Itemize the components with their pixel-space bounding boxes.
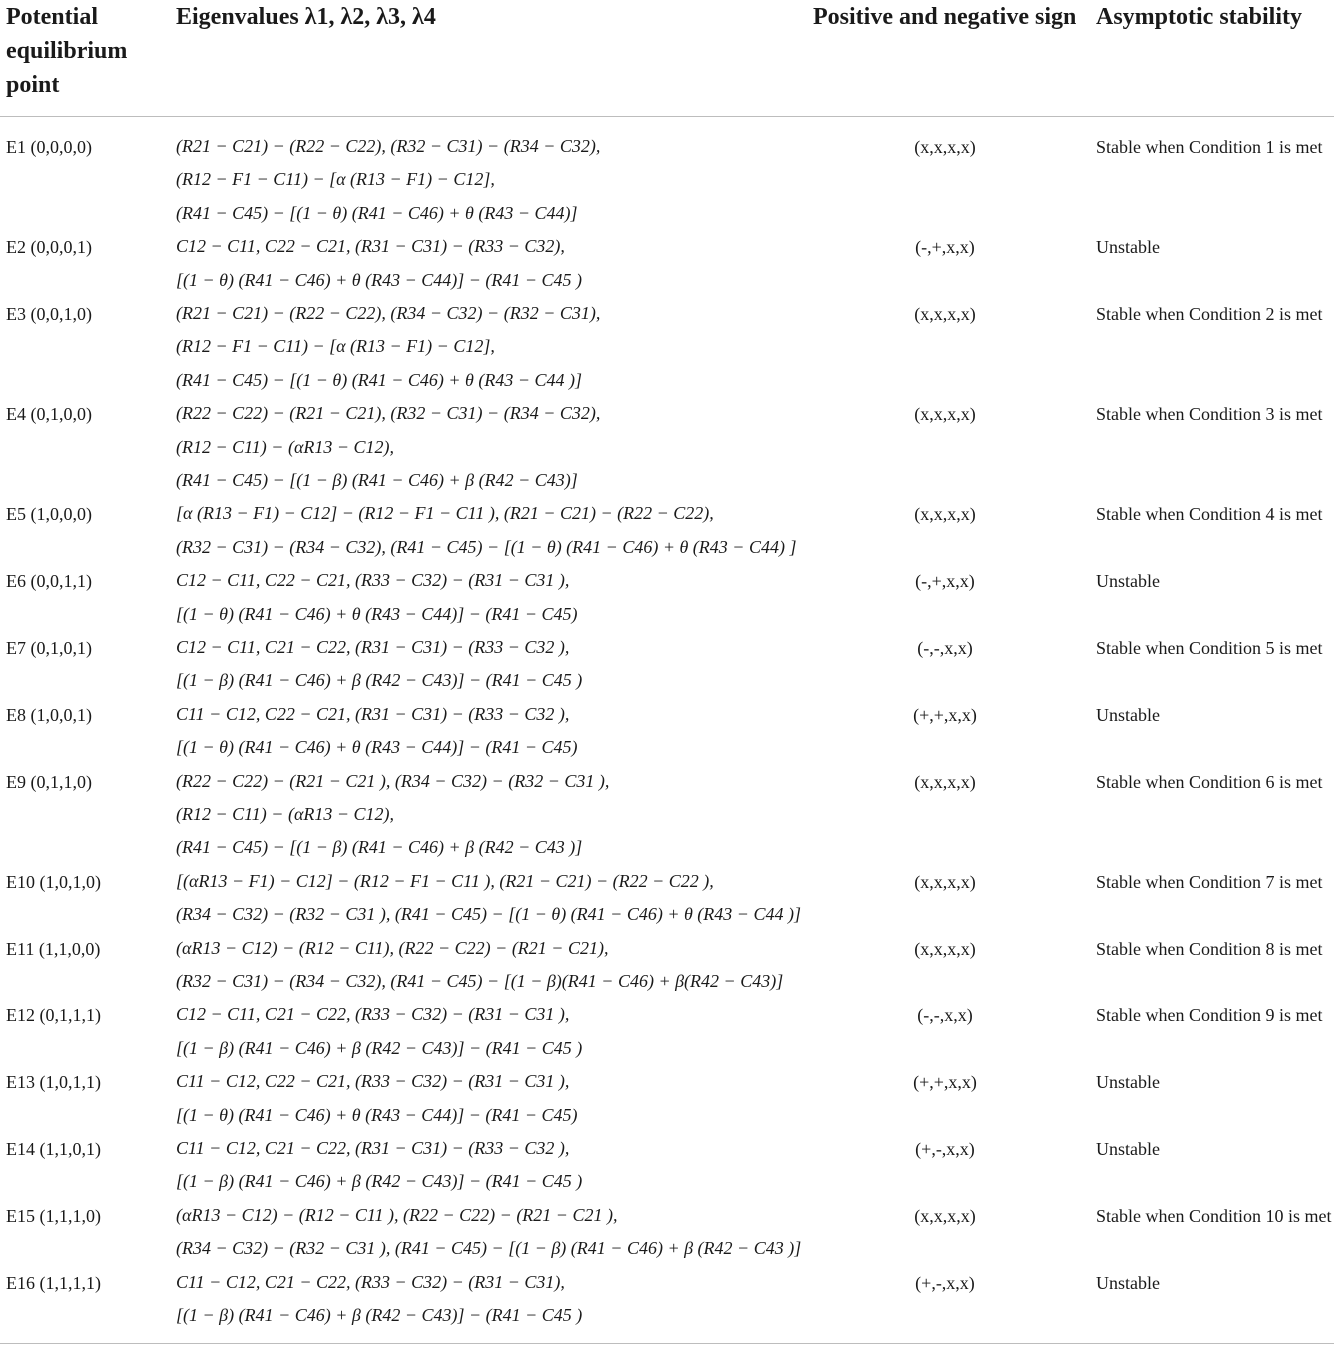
eigenvalue-line: C12 − C11, C22 − C21, (R31 − C31) − (R33 − C32),	[176, 236, 565, 257]
eigenvalue-line: [(1 − θ) (R41 − C46) + θ (R43 − C44)] − (R41 − C45 )	[176, 269, 583, 290]
equilibrium-point: E15 (1,1,1,0)	[6, 1205, 101, 1226]
eigenvalue-line: [(1 − θ) (R41 − C46) + θ (R43 − C44)] − (R41 − C45)	[176, 1104, 578, 1125]
eigenvalues-cell	[176, 932, 816, 999]
eigenvalue-line: C11 − C12, C22 − C21, (R33 − C32) − (R31 − C31 ),	[176, 1071, 570, 1092]
eigenvalue-line: [(1 − β) (R41 − C46) + β (R42 − C43)] − (R41 − C45 )	[176, 1171, 583, 1192]
eigenvalue-line: [(1 − θ) (R41 − C46) + θ (R43 − C44)] − (R41 − C45)	[176, 737, 578, 758]
eigenvalue-line: (R41 − C45) − [(1 − θ) (R41 − C46) + θ (R43 − C44 )]	[176, 369, 583, 390]
header-stability: Asymptotic stability	[1096, 4, 1302, 30]
stability-status: Stable when Condition 6 is met	[1096, 771, 1323, 792]
sign-pattern: (x,x,x,x)	[914, 304, 976, 324]
table-row	[0, 765, 1334, 865]
sign-pattern: (-,-,x,x)	[917, 1005, 973, 1026]
eigenvalue-line: (R41 − C45) − [(1 − β) (R41 − C46) + β (R42 − C43 )]	[176, 837, 583, 858]
eigenvalue-line: (R12 − C11) − (αR13 − C12),	[176, 804, 395, 824]
eigenvalues-cell	[176, 564, 816, 631]
stability-status: Stable when Condition 1 is met	[1096, 137, 1323, 157]
eigenvalue-line: (R22 − C22) − (R21 − C21), (R32 − C31) − (R34 − C32),	[176, 403, 601, 424]
eigenvalue-line: [(1 − θ) (R41 − C46) + θ (R43 − C44)] − (R41 − C45)	[176, 603, 578, 624]
eigenvalues-cell	[176, 230, 816, 297]
stability-status: Unstable	[1096, 704, 1160, 725]
table-row	[0, 998, 1334, 1065]
eigenvalues-cell	[176, 1132, 816, 1199]
stability-status: Unstable	[1096, 1272, 1160, 1293]
equilibrium-point: E10 (1,0,1,0)	[6, 871, 101, 892]
stability-status: Stable when Condition 10 is met	[1096, 1205, 1332, 1226]
eigenvalue-line: (R32 − C31) − (R34 − C32), (R41 − C45) − [(1 − β)(R41 − C46) + β(R42 − C43)]	[176, 971, 784, 991]
eigenvalues-cell	[176, 865, 816, 932]
table-row	[0, 564, 1334, 631]
table-row	[0, 932, 1334, 999]
table-row	[0, 631, 1334, 698]
equilibrium-point: E7 (0,1,0,1)	[6, 638, 92, 658]
eigenvalue-line: (αR13 − C12) − (R12 − C11 ), (R22 − C22) − (R21 − C21 ),	[176, 1204, 618, 1225]
equilibrium-point: E1 (0,0,0,0)	[6, 137, 92, 157]
equilibrium-point: E8 (1,0,0,1)	[6, 704, 92, 725]
equilibrium-point: E3 (0,0,1,0)	[6, 304, 92, 324]
sign-pattern: (+,-,x,x)	[915, 1139, 975, 1159]
stability-status: Unstable	[1096, 1072, 1160, 1093]
table-row	[0, 397, 1334, 497]
table-header	[0, 0, 1334, 117]
table-row	[0, 1266, 1334, 1333]
eigenvalue-line: C11 − C12, C21 − C22, (R33 − C32) − (R31 − C31),	[176, 1271, 565, 1292]
eigenvalues-cell	[176, 397, 816, 497]
table-row	[0, 698, 1334, 765]
eigenvalues-cell	[176, 698, 816, 765]
eigenvalue-line: [(1 − β) (R41 − C46) + β (R42 − C43)] − (R41 − C45 )	[176, 670, 583, 691]
sign-pattern: (+,+,x,x)	[913, 1072, 977, 1093]
equilibrium-point: E9 (0,1,1,0)	[6, 771, 92, 792]
table-row	[0, 1065, 1334, 1132]
eigenvalue-line: (R41 − C45) − [(1 − θ) (R41 − C46) + θ (R43 − C44)]	[176, 202, 578, 223]
table-row	[0, 865, 1334, 932]
stability-status: Stable when Condition 3 is met	[1096, 404, 1323, 425]
sign-pattern: (x,x,x,x)	[914, 504, 976, 525]
equilibrium-point: E16 (1,1,1,1)	[6, 1272, 101, 1293]
equilibrium-point: E4 (0,1,0,0)	[6, 404, 92, 425]
eigenvalue-line: (R21 − C21) − (R22 − C22), (R34 − C32) − (R32 − C31),	[176, 303, 601, 323]
eigenvalues-cell	[176, 1266, 816, 1333]
sign-pattern: (x,x,x,x)	[914, 404, 976, 425]
sign-pattern: (-,+,x,x)	[915, 571, 975, 592]
equilibrium-point: E6 (0,0,1,1)	[6, 571, 92, 592]
eigenvalue-line: (αR13 − C12) − (R12 − C11), (R22 − C22) − (R21 − C21),	[176, 937, 609, 958]
eigenvalue-line: C11 − C12, C21 − C22, (R31 − C31) − (R33 − C32 ),	[176, 1138, 570, 1158]
sign-pattern: (x,x,x,x)	[914, 871, 976, 892]
eigenvalue-line: (R12 − C11) − (αR13 − C12),	[176, 436, 395, 457]
eigenvalues-cell	[176, 297, 816, 397]
table-row	[0, 230, 1334, 297]
sign-pattern: (+,-,x,x)	[915, 1272, 975, 1293]
equilibrium-point: E13 (1,0,1,1)	[6, 1072, 101, 1093]
eigenvalue-line: (R34 − C32) − (R32 − C31 ), (R41 − C45) − [(1 − β) (R41 − C46) + β (R42 − C43 )]	[176, 1238, 802, 1259]
header-sign: Positive and negative sign	[813, 4, 1077, 30]
header-point: Potential equilibrium point	[6, 4, 128, 98]
eigenvalue-line: [α (R13 − F1) − C12] − (R12 − F1 − C11 ), (R21 − C21) − (R22 − C22),	[176, 503, 714, 524]
sign-pattern: (-,-,x,x)	[917, 638, 973, 658]
sign-pattern: (x,x,x,x)	[914, 1205, 976, 1226]
equilibrium-point: E11 (1,1,0,0)	[6, 938, 101, 959]
eigenvalue-line: C11 − C12, C22 − C21, (R31 − C31) − (R33 − C32 ),	[176, 703, 570, 724]
eigenvalue-line: (R22 − C22) − (R21 − C21 ), (R34 − C32) − (R32 − C31 ),	[176, 770, 610, 791]
stability-status: Stable when Condition 2 is met	[1096, 304, 1323, 324]
stability-status: Stable when Condition 5 is met	[1096, 638, 1323, 658]
eigenvalue-line: (R21 − C21) − (R22 − C22), (R32 − C31) − (R34 − C32),	[176, 136, 601, 156]
eigenvalue-line: (R12 − F1 − C11) − [α (R13 − F1) − C12],	[176, 336, 495, 357]
eigenvalue-line: [(1 − β) (R41 − C46) + β (R42 − C43)] − (R41 − C45 )	[176, 1037, 583, 1058]
eigenvalues-cell	[176, 765, 816, 865]
sign-pattern: (x,x,x,x)	[914, 938, 976, 959]
eigenvalues-cell	[176, 497, 816, 564]
sign-pattern: (x,x,x,x)	[914, 771, 976, 792]
header-eigenvalues: Eigenvalues λ1, λ2, λ3, λ4	[176, 4, 436, 30]
table-row	[0, 130, 1334, 230]
stability-status: Unstable	[1096, 571, 1160, 592]
equilibrium-point: E12 (0,1,1,1)	[6, 1005, 101, 1026]
sign-pattern: (x,x,x,x)	[914, 137, 976, 157]
eigenvalues-cell	[176, 631, 816, 698]
eigenvalue-line: [(αR13 − F1) − C12] − (R12 − F1 − C11 ), (R21 − C21) − (R22 − C22 ),	[176, 870, 714, 891]
eigenvalue-line: (R32 − C31) − (R34 − C32), (R41 − C45) − [(1 − θ) (R41 − C46) + θ (R43 − C44) ]	[176, 536, 797, 557]
sign-pattern: (+,+,x,x)	[913, 704, 977, 725]
equilibrium-point: E14 (1,1,0,1)	[6, 1139, 101, 1159]
table-row	[0, 297, 1334, 397]
eigenvalue-line: [(1 − β) (R41 − C46) + β (R42 − C43)] − (R41 − C45 )	[176, 1305, 583, 1325]
equilibrium-point: E2 (0,0,0,1)	[6, 237, 92, 258]
eigenvalue-line: (R41 − C45) − [(1 − β) (R41 − C46) + β (R42 − C43)]	[176, 470, 578, 490]
eigenvalue-line: C12 − C11, C22 − C21, (R33 − C32) − (R31 − C31 ),	[176, 570, 570, 591]
eigenvalue-line: (R34 − C32) − (R32 − C31 ), (R41 − C45) − [(1 − θ) (R41 − C46) + θ (R43 − C44 )]	[176, 904, 801, 925]
eigenvalues-cell	[176, 998, 816, 1065]
equilibrium-point: E5 (1,0,0,0)	[6, 504, 92, 525]
stability-status: Stable when Condition 9 is met	[1096, 1005, 1323, 1026]
eigenvalues-cell	[176, 130, 816, 230]
stability-status: Unstable	[1096, 1139, 1160, 1159]
table-row	[0, 1199, 1334, 1266]
stability-status: Unstable	[1096, 237, 1160, 258]
eigenvalue-line: C12 − C11, C21 − C22, (R33 − C32) − (R31 − C31 ),	[176, 1004, 570, 1025]
stability-status: Stable when Condition 4 is met	[1096, 504, 1323, 525]
stability-status: Stable when Condition 8 is met	[1096, 938, 1323, 959]
sign-pattern: (-,+,x,x)	[915, 237, 975, 258]
table-row	[0, 497, 1334, 564]
table-bottom-rule	[0, 1343, 1334, 1344]
eigenvalues-cell	[176, 1065, 816, 1132]
eigenvalues-cell	[176, 1199, 816, 1266]
stability-status: Stable when Condition 7 is met	[1096, 871, 1323, 892]
eigenvalue-line: (R12 − F1 − C11) − [α (R13 − F1) − C12],	[176, 169, 495, 190]
eigenvalue-line: C12 − C11, C21 − C22, (R31 − C31) − (R33 − C32 ),	[176, 637, 570, 657]
table-row	[0, 1132, 1334, 1199]
